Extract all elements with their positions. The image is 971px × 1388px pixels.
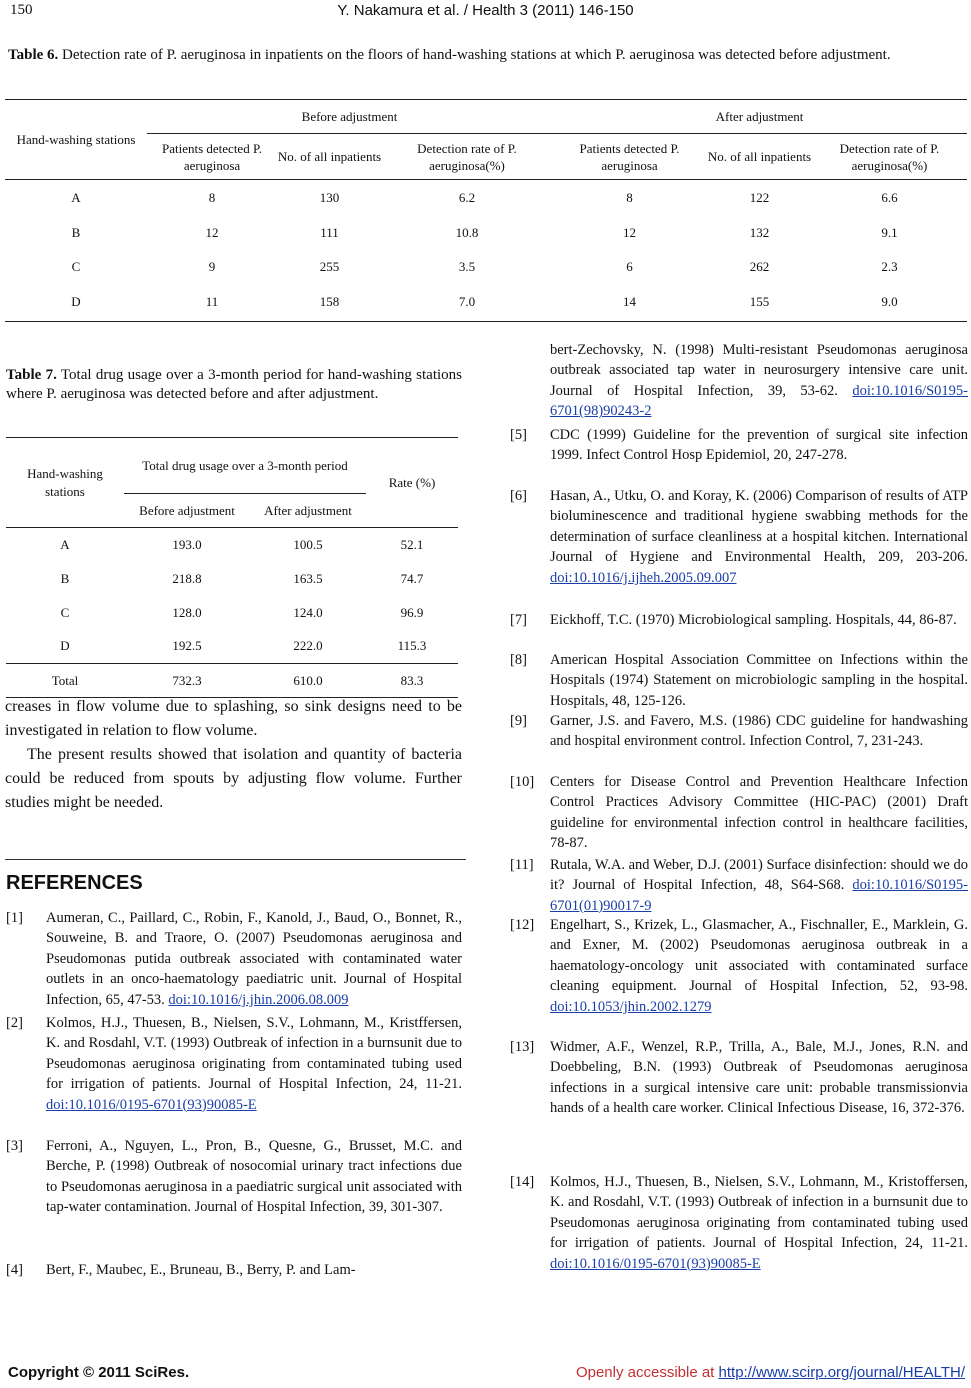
reference-citation: Eickhoff, T.C. (1970) Microbiological sampling. Hospitals, 44, 86-87.: [550, 612, 957, 628]
reference-citation: Kolmos, H.J., Thuesen, B., Nielsen, S.V., Lohmann, M., Kristffersen, K. and Rosdahl, V.T. (1993) Outbreak of infection in a burnsunit due to Pseudomonas aeruginosa originating from contaminated tubing used for irrigation of patients. Journal of Hospital Infection, 24, 11-21.: [46, 1015, 462, 1093]
table7-cell: 74.7: [400, 570, 424, 586]
reference-text: [550, 650, 968, 711]
reference-doi-link[interactable]: doi:10.1016/j.ijheh.2005.09.007: [550, 569, 737, 586]
table6-cell: 12: [205, 224, 219, 240]
table6-caption-label: Table 6.: [8, 47, 59, 63]
table6-row: [5, 180, 967, 216]
reference-citation: American Hospital Association Committee on Infections within the Hospitals (1974) Statement on microbiologic sampling in the hospital. Hospitals, 48, 125-126.: [550, 652, 968, 709]
reference-item: [510, 340, 968, 422]
reference-citation: Hasan, A., Utku, O. and Koray, K. (2006) Comparison of results of ATP bioluminescence and traditional hygiene swabbing methods for the determination of surface cleanliness at a hospital kitchen. International Journal of Hygiene and Environmental Health, 209, 203-206.: [550, 488, 968, 566]
reference-text: [550, 486, 968, 588]
table7-cell: 193.0: [172, 536, 202, 552]
footer-openly-text: Openly accessible at: [575, 1364, 719, 1381]
table6-cell: 10.8: [455, 224, 479, 240]
table7-cell: 52.1: [400, 536, 424, 552]
table7-caption-label: Table 7.: [6, 367, 57, 383]
table6-cell: 9.1: [881, 224, 898, 240]
reference-number: [5]: [510, 427, 527, 443]
table7-col-before: Before adjustment: [139, 502, 235, 518]
reference-number: [1]: [6, 910, 23, 926]
table7-cell: 222.0: [293, 638, 323, 654]
reference-item: [510, 486, 968, 588]
table7-caption: [6, 366, 462, 404]
reference-item: [6, 908, 462, 1010]
table6-cell: 130: [319, 189, 340, 205]
reference-citation: Engelhart, S., Krizek, L., Glasmacher, A., Fischnaller, E., Marklein, G. and Exner, M. (2002) Pseudomonas aeruginosa outbreak in a haematology-oncology unit associated with contaminated surface cleaning equipment. Journal of Hospital Infection, 52, 93-98.: [550, 917, 968, 995]
table7-cell: 128.0: [172, 604, 202, 620]
reference-text: [550, 711, 968, 752]
table6-after-header: After adjustment: [552, 100, 967, 134]
reference-citation: Aumeran, C., Paillard, C., Robin, F., Kanold, J., Baud, O., Bonnet, R., Souweine, B. and Traore, O. (2007) Pseudomonas aeruginosa and Pseudomonas putida outbreak associated with contaminated water outlets in an onco-haematology paediatric unit. Journal of Hospital Infection, 65, 47-53.: [46, 910, 462, 1008]
reference-citation: bert-Zechovsky, N. (1998) Multi-resistant Pseudomonas aeruginosa outbreak associated tap water in neurosurgery intensive care unit. Journal of Hospital Infection, 39, 53-62.: [550, 342, 968, 399]
table7-rate-header: Rate (%): [366, 438, 458, 528]
reference-item: [6, 1260, 462, 1280]
reference-citation: Bert, F., Maubec, E., Bruneau, B., Berry, P. and Lam-: [46, 1262, 356, 1278]
page-number: 150: [10, 2, 33, 18]
reference-text: [550, 915, 968, 1017]
reference-item: [510, 610, 968, 630]
table7-cell: 732.3: [172, 672, 202, 688]
table6-cell: 262: [749, 258, 770, 274]
table6-cell: A: [71, 189, 81, 205]
table6-cell: 6.2: [458, 189, 476, 205]
reference-citation: Rutala, W.A. and Weber, D.J. (2001) Surface disinfection: should we do it? Journal of Hospital Infection, 48, S64-S68.: [550, 857, 968, 894]
table6-cell: 6.6: [881, 189, 898, 205]
table6-col-inpatients-before: No. of all inpatients: [277, 149, 382, 164]
table6-cell: 6: [626, 258, 633, 274]
reference-number: [8]: [510, 652, 527, 668]
reference-citation: Kolmos, H.J., Thuesen, B., Nielsen, S.V., Lohmann, M., Kristoffersen, K. and Rosdahl, V.T. (1993) Outbreak of infection in a burnsunit due to Pseudomonas aeruginosa originating from contaminated tubing used for irrigation of patients. Journal of Hospital Infection, 24, 11-21.: [550, 1174, 968, 1252]
reference-item: [510, 772, 968, 854]
reference-citation: Garner, J.S. and Favero, M.S. (1986) CDC guideline for handwashing and hospital environment control. Infection Control, 7, 231-243.: [550, 713, 968, 750]
references-heading: REFERENCES: [6, 872, 143, 894]
reference-number: [13]: [510, 1039, 535, 1055]
reference-citation: Centers for Disease Control and Prevention Healthcare Infection Control Practices Advisory Committee (HIC-PAC) (2001) Draft guideline for environmental infection control in healthcare facilities, 78-87.: [550, 774, 968, 852]
reference-item: [510, 915, 968, 1017]
table7-cell: 610.0: [293, 672, 323, 688]
table6: [5, 99, 967, 322]
table6-cell: 155: [749, 294, 770, 310]
table6-cell: 11: [205, 294, 219, 310]
table7-caption-text: Total drug usage over a 3-month period for hand-washing stations where P. aeruginosa was detected before and after adjustment.: [6, 367, 463, 402]
table6-cell: C: [71, 258, 81, 274]
reference-number: [2]: [6, 1015, 23, 1031]
table6-cell: 255: [319, 258, 340, 274]
table6-cell: 9.0: [881, 294, 898, 310]
reference-doi-link[interactable]: doi:10.1016/j.jhin.2006.08.009: [168, 991, 349, 1008]
table6-cell: 3.5: [458, 258, 476, 274]
table7-cell: A: [60, 536, 70, 552]
reference-doi-link[interactable]: doi:10.1016/0195-6701(93)90085-E: [550, 1255, 761, 1272]
reference-text: [550, 425, 968, 466]
body-paragraph-2: The present results showed that isolation and quantity of bacteria could be reduced from spouts by adjusting flow volume. Further studies might be needed.: [5, 746, 462, 811]
reference-text: [46, 1136, 462, 1218]
table7-cell: 83.3: [400, 672, 424, 688]
table7-cell: 163.5: [293, 570, 323, 586]
reference-number: [4]: [6, 1262, 23, 1278]
table7-cell: 96.9: [400, 604, 424, 620]
reference-item: [510, 711, 968, 752]
table7-usage-header: Total drug usage over a 3-month period: [124, 438, 366, 494]
reference-citation: Widmer, A.F., Wenzel, R.P., Trilla, A., Bale, M.J., Jones, R.N. and Doebbeling, B.N. (1993) Outbreak of Pseudomonas aeruginosa infections in a surgical intensive care unit: probable transmissionvia hands of a health care worker. Clinical Infectious Disease, 16, 372-376.: [550, 1039, 968, 1117]
table7-stations-header: Hand-washing stations: [6, 438, 124, 528]
table7-cell: 115.3: [397, 638, 427, 654]
table6-cell: 158: [319, 294, 340, 310]
reference-text: [550, 610, 968, 630]
reference-number: [3]: [6, 1138, 23, 1154]
table6-cell: 8: [626, 189, 633, 205]
reference-number: [10]: [510, 774, 535, 790]
reference-item: [510, 425, 968, 466]
table6-col-patients-after: Patients detected P. aeruginosa: [579, 140, 680, 173]
table6-cell: 7.0: [458, 294, 476, 310]
reference-number: [9]: [510, 713, 527, 729]
reference-doi-link[interactable]: doi:10.1016/S0195-6701(98)90243-2: [550, 382, 968, 420]
table6-cell: 9: [208, 258, 216, 274]
table6-col-patients-before: Patients detected P. aeruginosa: [161, 140, 262, 173]
table7-cell: Total: [51, 672, 79, 688]
reference-number: [12]: [510, 917, 535, 933]
table7-cell: 100.5: [293, 536, 323, 552]
table6-caption: [8, 46, 966, 65]
reference-number: [6]: [510, 488, 527, 504]
section-divider: [5, 859, 466, 860]
table7-cell: C: [60, 604, 70, 620]
reference-text: [550, 772, 968, 854]
reference-text: [46, 908, 462, 1010]
reference-item: [510, 855, 968, 916]
table6-col-inpatients-after: No. of all inpatients: [707, 149, 812, 164]
table7: [6, 437, 458, 698]
table6-caption-text: Detection rate of P. aeruginosa in inpatients on the floors of hand-washing stations at which P. aeruginosa was detected before adjustment.: [58, 47, 891, 63]
table6-row: [5, 284, 967, 322]
running-title: Y. Nakamura et al. / Health 3 (2011) 146-150: [337, 2, 634, 19]
table6-col-rate-after: Detection rate of P. aeruginosa(%): [839, 140, 940, 173]
table6-col-rate-before: Detection rate of P. aeruginosa(%): [417, 140, 517, 173]
reference-item: [6, 1136, 462, 1218]
table6-cell: 14: [623, 294, 636, 310]
table6-stations-header: Hand-washing stations: [5, 100, 147, 180]
table6-cell: 2.3: [881, 258, 898, 274]
reference-item: [6, 1013, 462, 1115]
reference-text: [550, 1037, 968, 1119]
table6-cell: 111: [320, 224, 339, 240]
table6-cell: 12: [623, 224, 636, 240]
table7-total-row: [6, 664, 458, 698]
table7-row: [6, 528, 458, 562]
table6-cell: 122: [749, 189, 770, 205]
reference-doi-link[interactable]: doi:10.1016/0195-6701(93)90085-E: [46, 1096, 257, 1113]
table6-row: [5, 216, 967, 250]
table7-cell: B: [60, 570, 70, 586]
footer-access: [576, 1364, 965, 1381]
reference-text: [46, 1260, 462, 1280]
table6-row: [5, 250, 967, 284]
reference-citation: CDC (1999) Guideline for the prevention of surgical site infection 1999. Infect Control Hosp Epidemiol, 20, 247-278.: [550, 427, 968, 464]
reference-text: [550, 855, 968, 916]
reference-item: [510, 1037, 968, 1119]
table6-before-header: Before adjustment: [147, 100, 552, 134]
table6-cell: B: [71, 224, 81, 240]
reference-doi-link[interactable]: doi:10.1053/jhin.2002.1279: [550, 998, 712, 1015]
reference-item: [510, 1172, 968, 1274]
reference-text: [550, 1172, 968, 1274]
reference-text: [46, 1013, 462, 1115]
table6-cell: D: [71, 294, 81, 310]
reference-citation: Ferroni, A., Nguyen, L., Pron, B., Quesne, G., Brusset, M.C. and Berche, P. (1998) Outbreak of nosocomial urinary tract infections due to Pseudomonas aeruginosa in a paediatric surgical unit associated with tap-water contamination. Journal of Hospital Infection, 39, 301-307.: [46, 1138, 462, 1216]
reference-number: [14]: [510, 1174, 535, 1190]
table7-row: [6, 630, 458, 664]
table7-row: [6, 596, 458, 630]
reference-doi-link[interactable]: doi:10.1016/S0195-6701(01)90017-9: [550, 877, 968, 914]
table7-cell: 192.5: [172, 638, 202, 654]
table7-row: [6, 562, 458, 596]
table7-cell: 124.0: [293, 604, 323, 620]
table7-col-after: After adjustment: [264, 502, 352, 518]
table6-cell: 132: [749, 224, 770, 240]
reference-number: [11]: [510, 857, 534, 873]
table7-cell: 218.8: [172, 570, 202, 586]
footer-journal-link[interactable]: http://www.scirp.org/journal/HEALTH/: [718, 1364, 965, 1381]
reference-item: [510, 650, 968, 711]
body-paragraph-1: creases in flow volume due to splashing, so sink designs need to be investigated in relation to flow volume.: [5, 698, 462, 739]
footer-copyright: Copyright © 2011 SciRes.: [8, 1364, 190, 1381]
reference-number: [7]: [510, 612, 527, 628]
table6-cell: 8: [208, 189, 216, 205]
reference-text: [550, 340, 968, 422]
table7-cell: D: [60, 638, 70, 654]
